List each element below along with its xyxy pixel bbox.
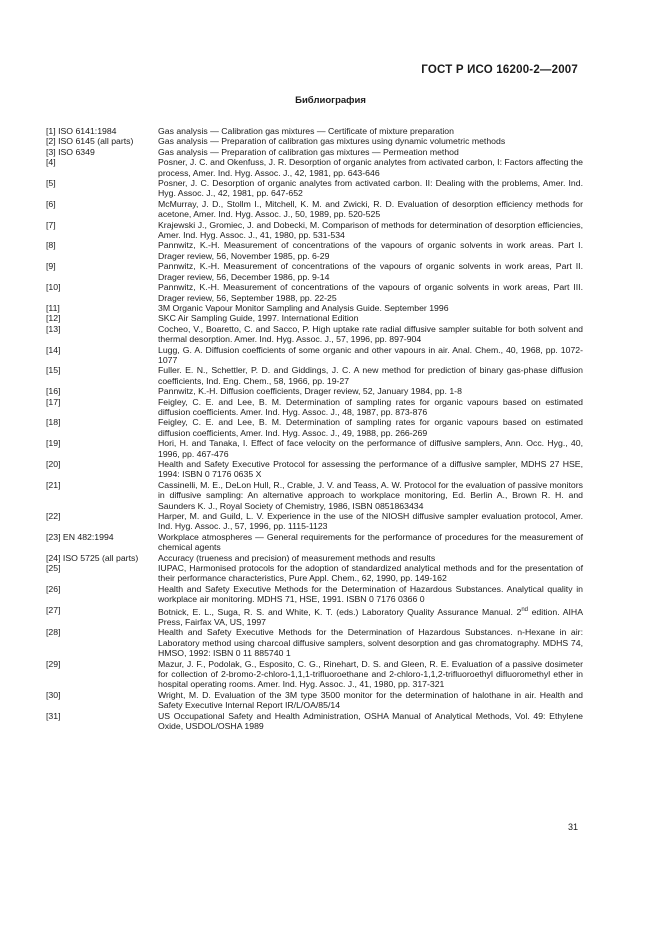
entry-text: McMurray, J. D., Stollm I., Mitchell, K. M. and Zwicki, R. D. Evaluation of desorption efficiency methods for acetone, Amer. Ind. Hyg. Assoc. J., 50, 1989, pp. 520-525 xyxy=(158,198,583,220)
entry-text: Feigley, C. E. and Lee, B. M. Determination of sampling rates for organic vapours based on estimated diffusion coefficients. Amer. Ind. Hyg. Assoc. J., 48, 1987, pp. 873-876 xyxy=(158,396,583,417)
bibliography-list xyxy=(46,126,583,731)
entry-text: Gas analysis — Calibration gas mixtures — Certificate of mixture preparation xyxy=(158,126,454,136)
entry-text: Posner, J. C. and Okenfuss, J. R. Desorption of organic analytes from activated carbon, I: Factors affecting the process, Amer. Ind. Hyg. Assoc. J., 42, 1981, pp. 643-646 xyxy=(158,157,583,178)
entry-reference: [24] ISO 5725 (all parts) xyxy=(46,552,139,563)
entry-reference: [6] xyxy=(46,198,56,209)
bibliography-entry xyxy=(46,397,583,418)
entry-text-part: edition. AIHA Press, Fairfax VA, US, 1997 xyxy=(158,606,584,627)
entry-text: Gas analysis — Preparation of calibration gas mixtures using dynamic volumetric methods xyxy=(158,136,506,147)
bibliography-entry xyxy=(46,199,583,220)
bibliography-entry xyxy=(46,178,583,199)
bibliography-entry xyxy=(46,261,583,282)
entry-text: Lugg, G. A. Diffusion coefficients of some organic and other vapours in air. Anal. Chem., 40, 1968, pp. 1072-1077 xyxy=(158,344,583,365)
entry-reference: [28] xyxy=(46,627,61,638)
entry-text: Gas analysis — Preparation of calibration gas mixtures — Permeation method xyxy=(158,146,459,157)
entry-text: Pannwitz, K.-H. Measurement of concentrations of the vapours of organic solvents in work areas. Part I. Drager review, 56, November 1985, pp. 6-29 xyxy=(158,240,583,261)
entry-reference: [25] xyxy=(46,563,61,574)
entry-text: Feigley, C. E. and Lee, B. M. Determination of sampling rates for organic vapours based on estimated diffusion coefficients, Amer. Ind. Hyg. Assoc. J., 49, 1988, pp. 266-269 xyxy=(158,417,583,438)
entry-text: Accuracy (trueness and precision) of measurement methods and results xyxy=(158,552,436,563)
document-number: ГОСТ Р ИСО 16200-2—2007 xyxy=(421,64,578,76)
bibliography-entry xyxy=(46,438,583,459)
bibliography-entry xyxy=(46,659,583,690)
entry-reference: [22] xyxy=(46,511,61,522)
entry-reference: [8] xyxy=(46,240,56,251)
bibliography-entry xyxy=(46,136,583,146)
entry-reference: [15] xyxy=(46,365,61,376)
entry-text: Cocheo, V., Boaretto, C. and Sacco, P. High uptake rate radial diffusive sampler suitable for both solvent and thermal desorption. Amer. Ind. Hyg. Assoc. J., 57, 1996, pp. 897-904 xyxy=(158,323,583,345)
entry-reference: [27] xyxy=(46,604,61,615)
page-number: 31 xyxy=(567,822,578,832)
entry-text: Wright, M. D. Evaluation of the 3M type 3500 monitor for the determination of halothane in air. Health and Safety Executive Internal Report IR/L/OA/85/14 xyxy=(158,689,583,711)
bibliography-entry xyxy=(46,627,583,658)
entry-reference: [10] xyxy=(46,282,61,293)
bibliography-entry xyxy=(46,511,583,532)
entry-superscript: nd xyxy=(521,606,528,613)
entry-reference: [9] xyxy=(46,261,56,272)
bibliography-entry xyxy=(46,459,583,480)
bibliography-entry xyxy=(46,386,583,396)
entry-reference: [29] xyxy=(46,658,61,669)
entry-text: Workplace atmospheres — General requirements for the performance of procedures for the measurement of chemical agents xyxy=(158,531,583,553)
entry-reference: [18] xyxy=(46,417,61,428)
bibliography-entry xyxy=(46,605,583,628)
bibliography-entry xyxy=(46,126,583,136)
entry-text: Fuller. E. N., Schettler, P. D. and Giddings, J. C. A new method for prediction of binary gas-phase diffusion coefficients, Ind. Eng. Chem., 58, 1966, pp. 19-27 xyxy=(158,365,583,386)
entry-reference: [21] xyxy=(46,479,61,490)
entry-text: Mazur, J. F., Podolak, G., Esposito, C. G., Rinehart, D. S. and Gleen, R. E. Evaluation of a passive dosimeter for collection of 2-bromo-2-chloro-1,1,1-trifluoroethane and 2-chloro-1,1,2-trifluoroethyl difluoromethyl ether in hospital operating rooms. Amer. Ind. Hyg. Assoc. J., 41, 1980, pp. 317-321 xyxy=(158,658,583,690)
entry-reference: [20] xyxy=(46,459,61,469)
entry-text: SKC Air Sampling Guide, 1997. International Edition xyxy=(158,313,359,324)
bibliography-entry xyxy=(46,532,583,553)
entry-reference: [13] xyxy=(46,323,61,334)
bibliography-entry xyxy=(46,417,583,438)
entry-text: US Occupational Safety and Health Administration, OSHA Manual of Analytical Methods, Vol. 49: Ethylene Oxide, USDOL/OSHA 1989 xyxy=(158,710,583,732)
entry-text: Krajewski J., Gromiec, J. and Dobecki, M. Comparison of methods for determination of desorption efficiencies, Amer. Ind. Hyg. Assoc. J., 41, 1980, pp. 531-534 xyxy=(158,219,583,241)
entry-reference: [2] ISO 6145 (all parts) xyxy=(46,136,134,147)
entry-text: Health and Safety Executive Methods for the Determination of Hazardous Substances. Analytical quality in workplace air monitoring. MDHS 71, HSE, 1991. ISBN 0 7176 0366 0 xyxy=(158,583,583,605)
entry-reference: [16] xyxy=(46,386,61,397)
bibliography-entry xyxy=(46,303,583,313)
entry-text: Cassinelli, M. E., DeLon Hull, R., Crable, J. V. and Teass, A. W. Protocol for the evaluation of passive monitors in diffusive sampling: An alternative approach to workplace monitoring, Ed. Berlin A., Brown R. H. and Saunders K. J., Royal Society of Chemistry, 1986, ISBN 0851863434 xyxy=(158,479,583,511)
bibliography-entry xyxy=(46,345,583,366)
entry-reference: [19] xyxy=(46,438,61,449)
entry-text xyxy=(158,605,583,628)
entry-reference: [3] ISO 6349 xyxy=(46,146,95,157)
entry-reference: [31] xyxy=(46,710,61,721)
entry-text: Harper, M. and Guild, L. V. Experience in the use of the NIOSH diffusive sampler evaluation protocol, Amer. Ind. Hyg. Assoc. J., 57, 1996, pp. 1115-1123 xyxy=(158,511,583,532)
entry-text: Pannwitz, K.-H. Diffusion coefficients, Drager review, 52, January 1984, pp. 1-8 xyxy=(158,386,462,397)
entry-text: Pannwitz, K.-H. Measurement of concentrations of the vapours of organic solvents in work areas, Part III. Drager review, 56, September 1988, pp. 22-25 xyxy=(158,282,583,303)
entry-text: 3M Organic Vapour Monitor Sampling and Analysis Guide. September 1996 xyxy=(158,302,449,313)
entry-text: Hori, H. and Tanaka, I. Effect of face velocity on the performance of diffusive samplers, Ann. Occ. Hyg., 40, 1996, pp. 467-476 xyxy=(158,438,583,459)
entry-reference: [11] xyxy=(46,302,60,313)
bibliography-entry xyxy=(46,365,583,386)
bibliography-entry xyxy=(46,553,583,563)
entry-text: Health and Safety Executive Methods for the Determination of Hazardous Substances. n-Hexane in air: Laboratory method using charcoal diffusive samplers, solvent desorption and gas chromatography. MDHS 74, HMSO, 1992: ISBN 0 11 885740 1 xyxy=(158,627,583,659)
bibliography-entry xyxy=(46,220,583,241)
entry-reference: [17] xyxy=(46,396,61,407)
entry-text-part: Botnick, E. L., Suga, R. S. and White, K. T. (eds.) Laboratory Quality Assurance Manual. 2 xyxy=(158,606,522,617)
entry-reference: [12] xyxy=(46,313,61,324)
entry-reference: [5] xyxy=(46,178,56,189)
bibliography-entry xyxy=(46,313,583,323)
bibliography-entry xyxy=(46,324,583,345)
entry-text: IUPAC, Harmonised protocols for the adoption of standardized analytical methods and for the presentation of their performance characteristics, Pure Appl. Chem., 62, 1990, pp. 149-162 xyxy=(158,563,583,584)
bibliography-entry xyxy=(46,240,583,261)
bibliography-entry xyxy=(46,157,583,178)
entry-text: Posner, J. C. Desorption of organic analytes from activated carbon. II: Dealing with the problems, Amer. Ind. Hyg. Assoc. J., 42, 1981, pp. 647-652 xyxy=(158,178,583,199)
bibliography-entry xyxy=(46,147,583,157)
entry-reference: [30] xyxy=(46,689,61,700)
entry-text: Pannwitz, K.-H. Measurement of concentrations of the vapours of organic solvents in work areas, Part II. Drager review, 56, December 1986, pp. 9-14 xyxy=(158,261,583,282)
bibliography-entry xyxy=(46,711,583,732)
entry-reference: [26] xyxy=(46,583,61,594)
entry-reference: [7] xyxy=(46,219,56,230)
bibliography-title: Библиография xyxy=(295,95,366,106)
entry-reference: [14] xyxy=(46,344,61,355)
entry-reference: [1] ISO 6141:1984 xyxy=(46,126,117,136)
entry-reference: [4] xyxy=(46,157,56,168)
bibliography-entry xyxy=(46,690,583,711)
bibliography-entry xyxy=(46,480,583,511)
bibliography-entry xyxy=(46,282,583,303)
bibliography-entry xyxy=(46,584,583,605)
entry-reference: [23] EN 482:1994 xyxy=(46,531,114,542)
entry-text: Health and Safety Executive Protocol for assessing the performance of a diffusive sampler, MDHS 27 HSE, 1994: ISBN 0 7176 0635 X xyxy=(158,459,583,480)
bibliography-entry xyxy=(46,563,583,584)
